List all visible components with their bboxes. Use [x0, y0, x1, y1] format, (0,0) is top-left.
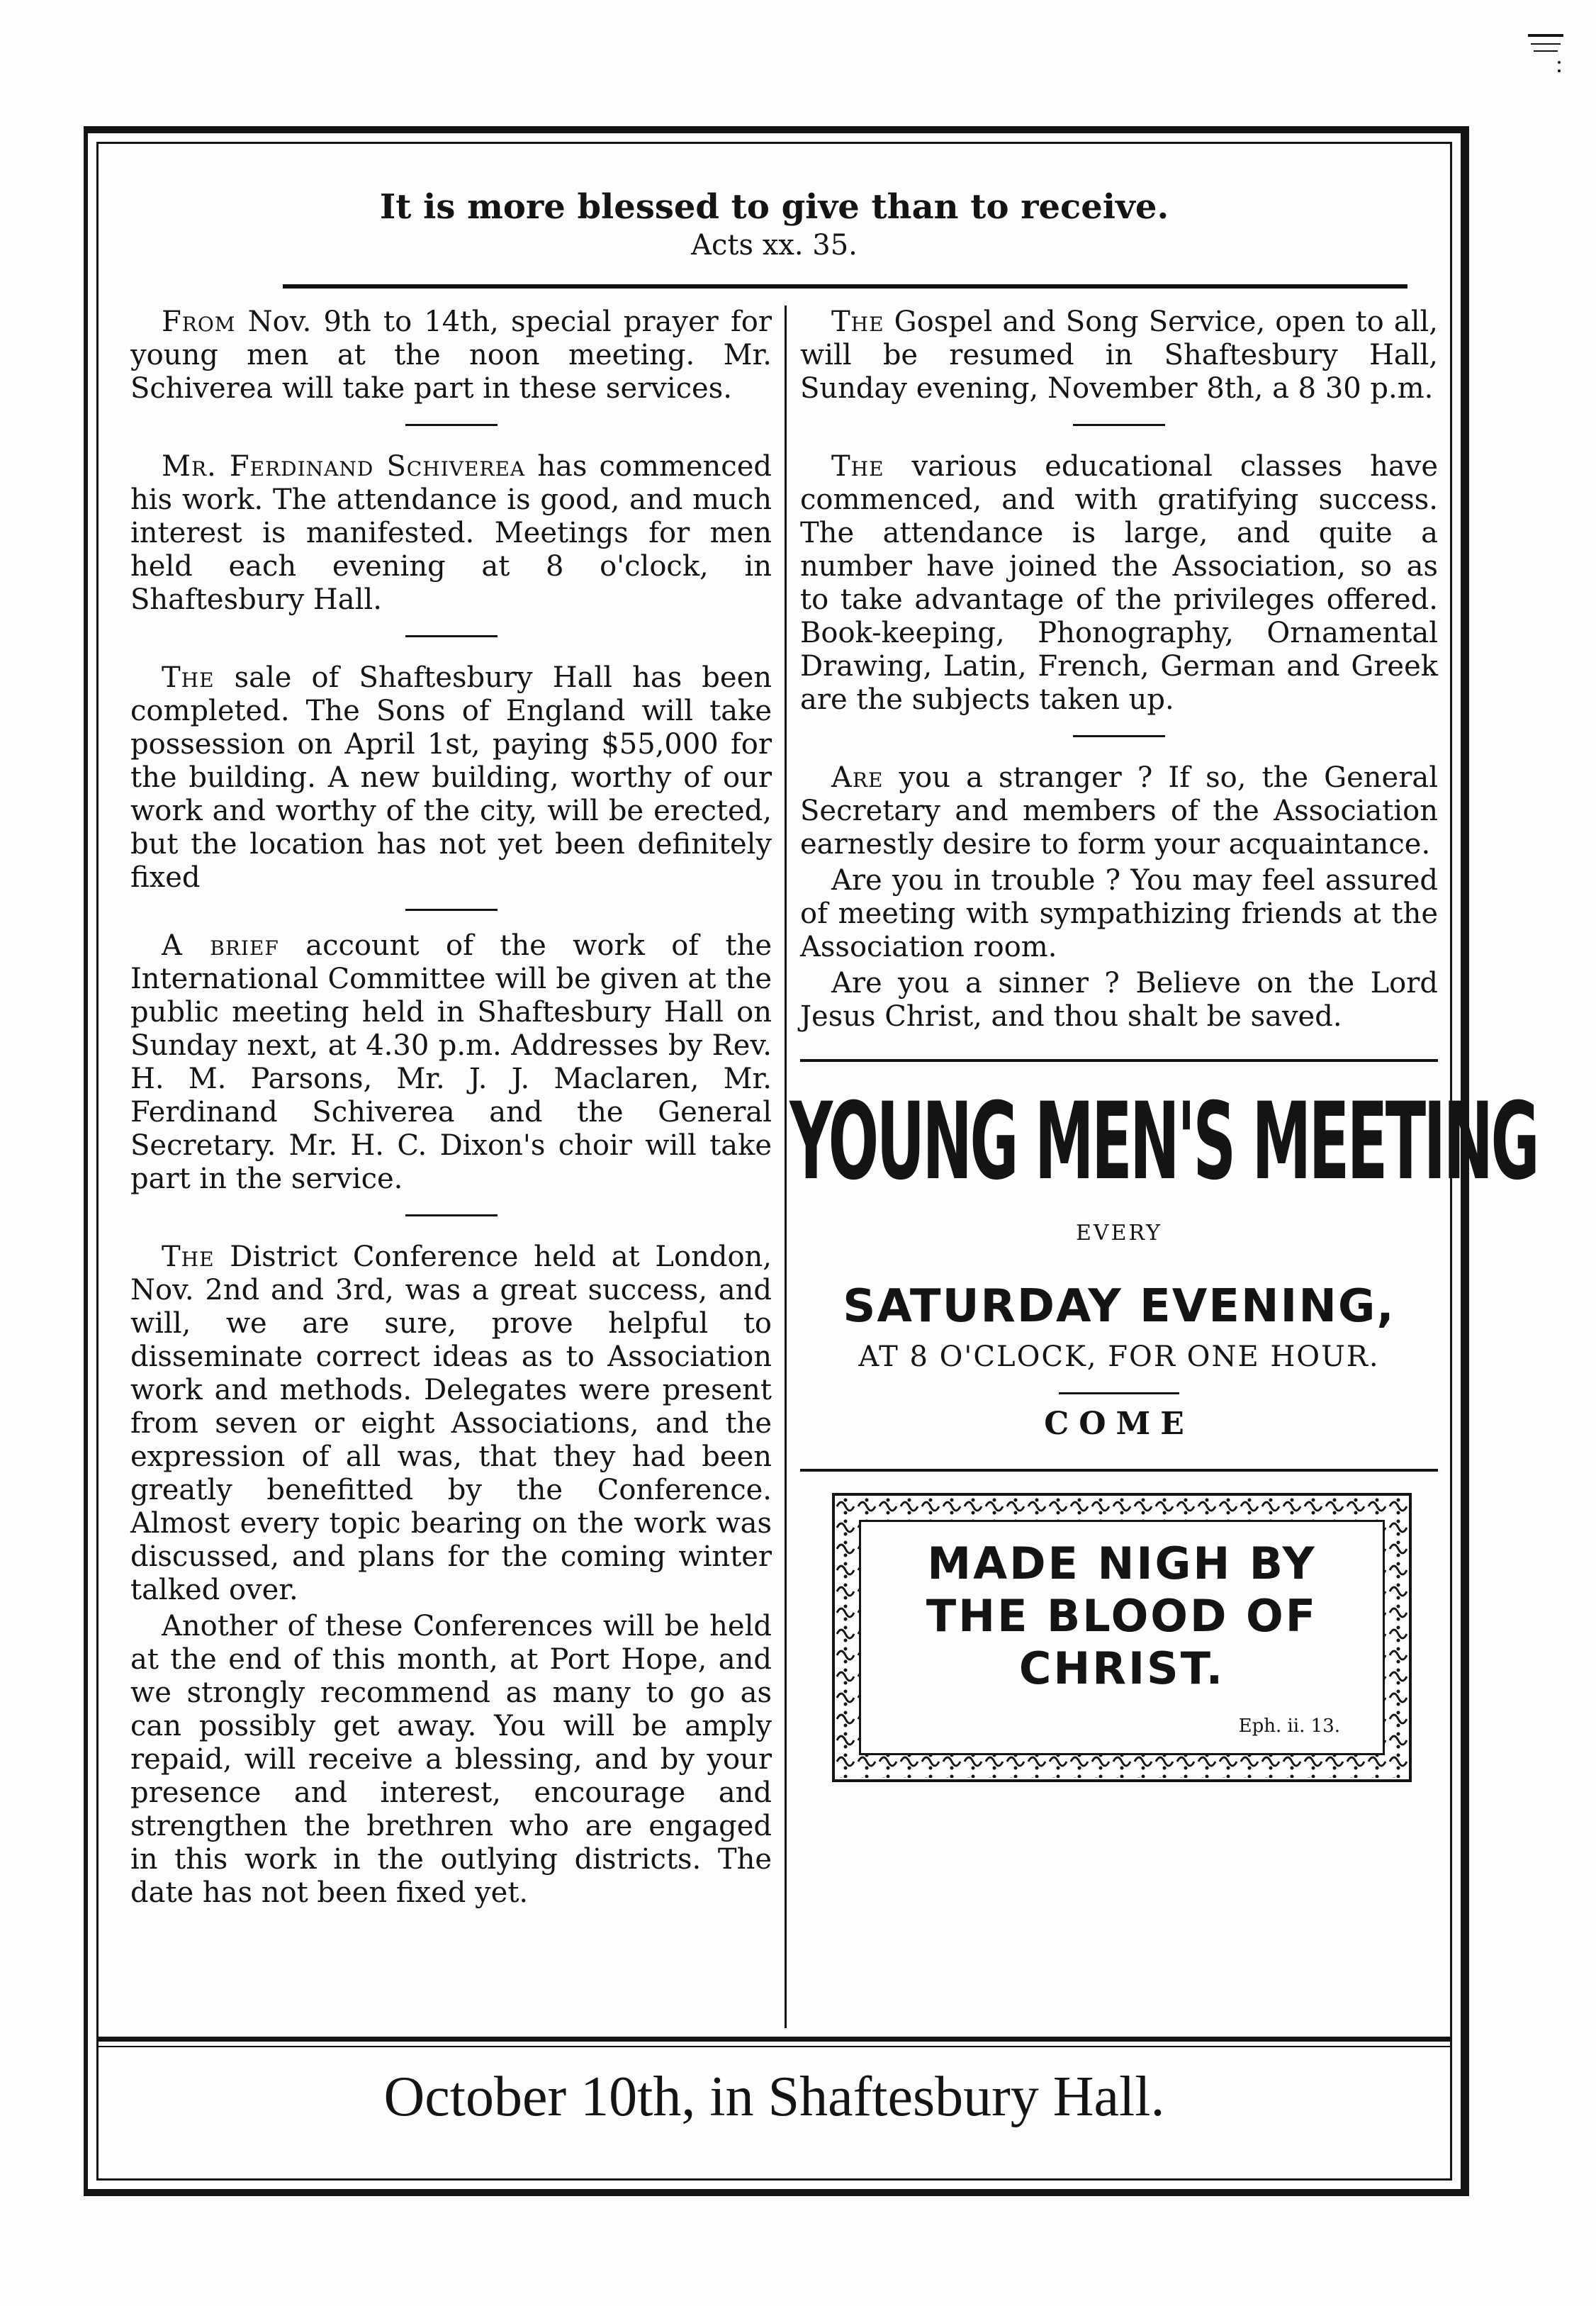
item-stranger	[800, 761, 1438, 861]
item-port-hope: Another of these Conferences will be held at the end of this month, at Port Hope, and we strongly recommend as many to go as can possibly get away. You will be amply repaid, will receive a blessing, and by your presence and interest, encourage and strengthen the brethren who are engaged in this work in the outlying districts. The date has not been fixed yet.	[130, 1610, 772, 1909]
announcement-rule	[800, 1059, 1438, 1062]
page-frame	[84, 126, 1538, 2196]
box-rule	[800, 1469, 1438, 1472]
footer-rule	[99, 2037, 1450, 2042]
item-prayer-week	[130, 306, 772, 405]
item-international-committee	[130, 929, 772, 1196]
item-lead: Are	[831, 761, 884, 794]
verse-text	[861, 1538, 1383, 1695]
separator	[405, 909, 498, 911]
item-lead: The	[162, 661, 215, 694]
item-lead: From	[162, 306, 236, 338]
separator	[1073, 424, 1165, 426]
separator	[405, 1214, 498, 1216]
column-divider	[785, 306, 787, 2028]
inner-frame	[96, 142, 1538, 2181]
left-column	[130, 306, 772, 1910]
item-hall-sale	[130, 661, 772, 895]
motto-text: It is more blessed to give than to receive.	[379, 187, 1169, 227]
separator	[405, 635, 498, 637]
announcement-title: YOUNG MEN'S MEETING	[789, 1080, 1538, 1204]
item-body: sale of Shaftesbury Hall has been completed. The Sons of England will take possession on April 1st, paying $55,000 for the building. A new building, worthy of our work and worthy of the city, will be erected, but the location has not yet been definitely fixed	[130, 661, 772, 894]
item-lead: Mr. Ferdinand Schiverea	[162, 450, 526, 483]
item-body: has commenced his work. The attendance is good, and much interest is manifested. Meetings for men held each evening at 8 o'clock, in Shaftesbury Hall.	[130, 450, 772, 616]
item-sinner: Are you a sinner ? Believe on the Lord Jesus Christ, and thou shalt be saved.	[800, 967, 1438, 1033]
header-rule	[283, 284, 1407, 289]
separator	[1059, 1392, 1179, 1394]
item-body: District Conference held at London, Nov. 2nd and 3rd, was a great success, and will, we are sure, prove helpful to disseminate correct ideas as to Association work and methods. Delegates were present from seven or eight Associations, and the expression of all was, that they had been greatly benefitted by the Conference. Almost every topic bearing on the work was discussed, and plans for the coming winter talked over.	[130, 1241, 772, 1606]
separator	[1073, 735, 1165, 737]
item-schiverea	[130, 450, 772, 617]
verse-line: THE BLOOD OF	[926, 1590, 1318, 1642]
footer-text: October 10th, in Shaftesbury Hall.	[383, 2066, 1165, 2128]
item-lead: The	[831, 306, 884, 338]
corner-mark	[1524, 28, 1566, 78]
item-lead: The	[831, 450, 884, 483]
motto-reference: Acts xx. 35.	[691, 229, 858, 262]
footer-rule-thin	[99, 2046, 1450, 2047]
separator	[405, 424, 498, 426]
item-body: Nov. 9th to 14th, special prayer for young men at the noon meeting. Mr. Schiverea will take part in these services.	[130, 306, 772, 405]
verse-reference: Eph. ii. 13.	[1238, 1715, 1340, 1737]
item-gospel-service	[800, 306, 1438, 405]
verse-box	[832, 1493, 1412, 1782]
announcement-every: EVERY	[1076, 1221, 1162, 1246]
item-trouble: Are you in trouble ? You may feel assured of meeting with sympathizing friends at the Association room.	[800, 864, 1438, 963]
verse-line: MADE NIGH BY	[927, 1538, 1317, 1589]
item-body: account of the work of the International Committee will be given at the public meeting held in Shaftesbury Hall on Sunday next, at 4.30 p.m. Addresses by Rev. H. M. Parsons, Mr. J. J. Maclaren, Mr. Ferdinand Schiverea and the General Secretary. Mr. H. C. Dixon's choir will take part in the service.	[130, 929, 772, 1195]
announcement-come: COME	[1044, 1406, 1194, 1442]
item-educational-classes	[800, 450, 1438, 717]
announcement-day: SATURDAY EVENING,	[843, 1280, 1395, 1333]
item-body: various educational classes have commenced, and with gratifying success. The attendance is large, and quite a number have joined the Association, so as to take advantage of the privileges offered. Book-keeping, Phonography, Ornamental Drawing, Latin, French, German and Greek are the subjects taken up.	[800, 450, 1438, 716]
item-lead: The	[162, 1241, 215, 1273]
verse-panel	[859, 1520, 1385, 1755]
motto	[99, 186, 1450, 263]
item-district-conference	[130, 1241, 772, 1607]
meeting-announcement	[789, 1080, 1538, 1442]
item-body: Gospel and Song Service, open to all, will be resumed in Shaftesbury Hall, Sunday evening, November 8th, a 8 30 p.m.	[800, 306, 1438, 405]
item-lead: A brief	[162, 929, 279, 962]
right-column	[789, 306, 1538, 1782]
verse-line: CHRIST.	[1018, 1642, 1225, 1694]
announcement-time: AT 8 O'CLOCK, FOR ONE HOUR.	[858, 1340, 1380, 1373]
item-body: you a stranger ? If so, the General Secretary and members of the Association earnestly desire to form your acquaintance.	[800, 761, 1438, 861]
